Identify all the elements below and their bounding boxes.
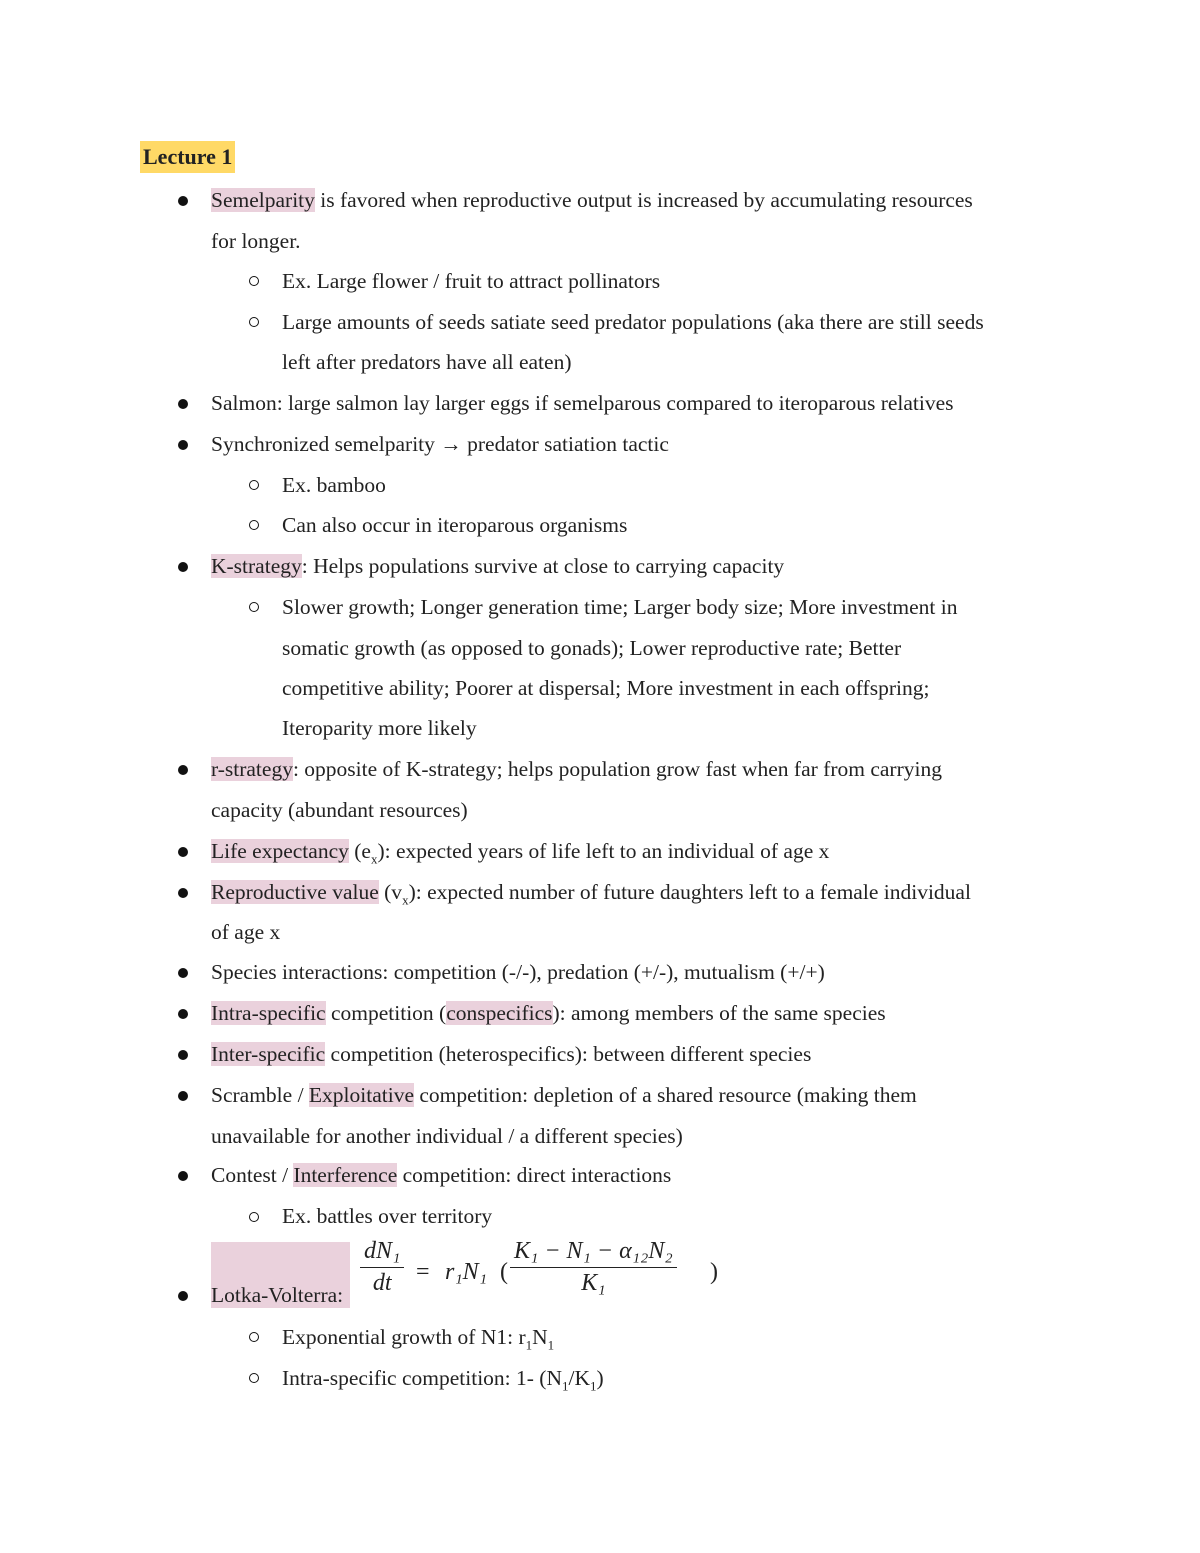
highlight-term: Inter-specific	[211, 1042, 326, 1066]
semelparity-line-cont: for longer.	[211, 229, 301, 253]
rhs-denominator: K₁	[581, 1270, 606, 1297]
circle-bullet-icon	[249, 520, 259, 530]
scramble-line-cont: unavailable for another individual / a different species)	[211, 1124, 683, 1148]
bullet-icon	[178, 847, 188, 857]
bullet-icon	[178, 765, 188, 775]
bullet-icon	[178, 1050, 188, 1060]
highlight-term: Lotka-Volterra	[211, 1283, 338, 1307]
rstrategy-line: r-strategy: opposite of K-strategy; helps population grow fast when far from carrying	[211, 757, 942, 781]
bullet-icon	[178, 1291, 188, 1301]
lotka-volterra-line: Lotka-Volterra:	[211, 1283, 344, 1307]
circle-bullet-icon	[249, 602, 259, 612]
coefficient: r₁N₁	[445, 1259, 488, 1285]
circle-bullet-icon	[249, 1332, 259, 1342]
semelparity-sub1: Ex. Large flower / fruit to attract pollinators	[282, 269, 661, 293]
equals-sign: =	[416, 1259, 430, 1285]
kstrategy-sub-line: Slower growth; Longer generation time; Larger body size; More investment in	[282, 595, 958, 619]
highlight-term: Semelparity	[211, 188, 315, 212]
highlight-term: Reproductive value	[211, 880, 379, 904]
bullet-icon	[178, 440, 188, 450]
close-paren: )	[710, 1259, 718, 1285]
reproductive-value-line: Reproductive value $(v_x)$: expected number of future daughters left to a female individual	[211, 880, 971, 908]
lhs-fraction	[360, 1238, 404, 1297]
kstrategy-sub-line: somatic growth (as opposed to gonads); Lower reproductive rate; Better	[282, 636, 902, 660]
highlight-term: Intra-specific	[211, 1001, 326, 1025]
contest-line: Contest / Interference competition: direct interactions	[211, 1163, 672, 1187]
lotka-volterra-formula	[360, 1238, 740, 1308]
bullet-icon	[178, 1091, 188, 1101]
highlight-term: Exploitative	[308, 1083, 415, 1107]
reproductive-value-line-cont: of age x	[211, 920, 281, 944]
rstrategy-line-cont: capacity (abundant resources)	[211, 798, 468, 822]
synchronized-line: Synchronized semelparity → predator satiation tactic	[211, 432, 669, 456]
bullet-icon	[178, 196, 188, 206]
rhs-numerator: K₁ − N₁ − α₁₂N₂	[514, 1238, 673, 1264]
semelparity-sub2-cont: left after predators have all eaten)	[282, 350, 572, 374]
bullet-icon	[178, 1009, 188, 1019]
intra-specific-line: Intra-specific competition (conspecifics): among members of the same species	[211, 1001, 886, 1025]
circle-bullet-icon	[249, 480, 259, 490]
circle-bullet-icon	[249, 1212, 259, 1222]
bullet-icon	[178, 1171, 188, 1181]
highlight-term: r-strategy	[211, 757, 293, 781]
bullet-icon	[178, 562, 188, 572]
circle-bullet-icon	[249, 276, 259, 286]
highlight-term: Life expectancy	[211, 839, 349, 863]
synchronized-sub1: Ex. bamboo	[282, 473, 386, 497]
bullet-icon	[178, 968, 188, 978]
circle-bullet-icon	[249, 1373, 259, 1383]
lotka-sub2: Intra-specific competition: 1- $(N_1/K_1)$	[282, 1366, 604, 1394]
kstrategy-sub-line: Iteroparity more likely	[282, 716, 477, 740]
contest-sub1: Ex. battles over territory	[282, 1204, 493, 1228]
inter-specific-line: Inter-specific competition (heterospecifics): between different species	[211, 1042, 812, 1066]
highlight-term: Interference	[293, 1163, 398, 1187]
life-expectancy-line: Life expectancy $(e_x)$: expected years of life left to an individual of age x	[211, 839, 830, 867]
kstrategy-sub-line: competitive ability; Poorer at dispersal; More investment in each offspring;	[282, 676, 930, 700]
open-paren: (	[500, 1259, 508, 1285]
bullet-icon	[178, 399, 188, 409]
highlight-term: K-strategy	[211, 554, 302, 578]
lhs-denominator: dt	[372, 1270, 392, 1297]
bullet-icon	[178, 888, 188, 898]
species-interactions-line: Species interactions: competition (-/-), predation (+/-), mutualism (+/+)	[211, 960, 825, 984]
lecture-title: Lecture 1	[140, 141, 235, 173]
semelparity-line: Semelparity is favored when reproductive output is increased by accumulating resources	[211, 188, 973, 212]
rhs-fraction	[510, 1238, 677, 1297]
scramble-line: Scramble / Exploitative competition: depletion of a shared resource (making them	[211, 1083, 917, 1107]
salmon-line: Salmon: large salmon lay larger eggs if semelparous compared to iteroparous relatives	[211, 391, 954, 415]
kstrategy-line: K-strategy: Helps populations survive at close to carrying capacity	[211, 554, 785, 578]
lotka-sub1: Exponential growth of N1: $r_1N_1$	[282, 1325, 555, 1353]
semelparity-sub2: Large amounts of seeds satiate seed predator populations (aka there are still seeds	[282, 310, 984, 334]
highlight-term: conspecifics	[446, 1001, 553, 1025]
lhs-numerator: dN₁	[364, 1238, 401, 1264]
synchronized-sub2: Can also occur in iteroparous organisms	[282, 513, 628, 537]
circle-bullet-icon	[249, 317, 259, 327]
